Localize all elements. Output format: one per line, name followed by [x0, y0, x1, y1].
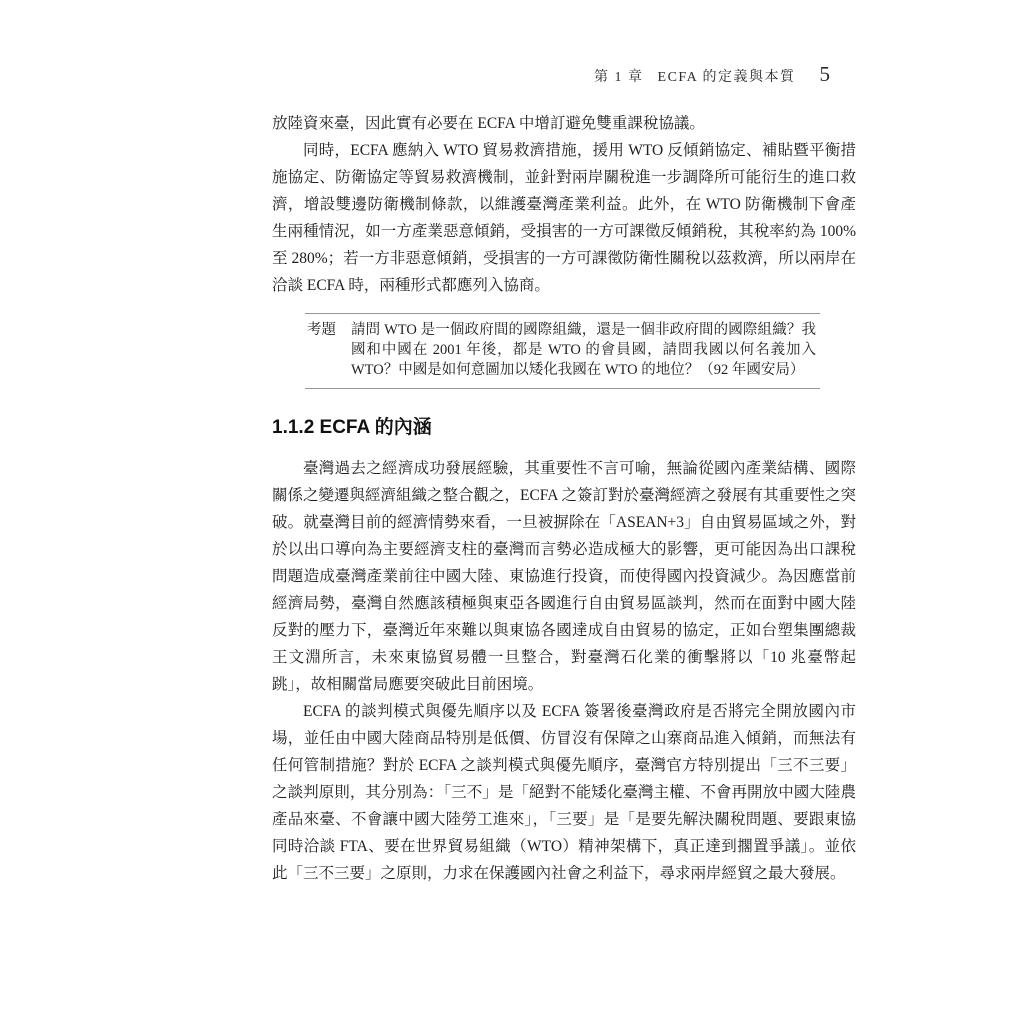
body-paragraph-taiwan-economy: 臺灣過去之經濟成功發展經驗，其重要性不言可喻，無論從國內產業結構、國際關係之變遷與經濟組織之整合觀之，ECFA 之簽訂對於臺灣經濟之發展有其重要性之突破。就臺灣目前的經濟情勢來看，一旦被摒除在「ASEAN+3」自由貿易區域之外，對於以出口導向為主要經濟支柱的臺灣而言勢必造成極大的影響，更可能因為出口課稅問題造成臺灣產業前往中國大陸、東協進行投資，而使得國內投資減少。為因應當前經濟局勢，臺灣自然應該積極與東亞各國進行自由貿易區談判，然而在面對中國大陸反對的壓力下，臺灣近年來難以與東協各國達成自由貿易的協定，正如台塑集團總裁王文淵所言，未來東協貿易體一旦整合，對臺灣石化業的衝擊將以「10 兆臺幣起跳」，故相關當局應要突破此目前困境。 — [272, 460, 856, 693]
chapter-title: ECFA 的定義與本質 — [657, 70, 796, 85]
body-paragraph-wto-remedies: 同時，ECFA 應納入 WTO 貿易救濟措施，援用 WTO 反傾銷協定、補貼暨平衡措施協定、防衛協定等貿易救濟機制，並針對兩岸關稅進一步調降所可能衍生的進口救濟，增設雙邊防衛機制條款，以維護臺灣產業利益。此外，在 WTO 防衛機制下會產生兩種情況，如一方產業惡意傾銷，受損害的一方可課徵反傾銷稅，其稅率約為 100% 至 280%；若一方非惡意傾銷，受損害的一方可課徵防衛性關稅以茲救濟，所以兩岸在洽談 ECFA 時，兩種形式都應列入協商。 — [272, 142, 856, 294]
body-text — [272, 110, 856, 887]
body-paragraph-negotiation-principles: ECFA 的談判模式與優先順序以及 ECFA 簽署後臺灣政府是否將完全開放國內市場，並任由中國大陸商品特別是低價、仿冒沒有保障之山寨商品進入傾銷，而無法有任何管制措施？對於 ECFA 之談判模式與優先順序，臺灣官方特別提出「三不三要」之談判原則，其分別為：「三不」是「絕對不能矮化臺灣主權、不會再開放中國大陸農產品來臺、不會讓中國大陸勞工進來」，「三要」是「是要先解決關稅問題、要跟東協同時洽談 FTA、要在世界貿易組織（WTO）精神架構下，真正達到擱置爭議」。並依此「三不三要」之原則，力求在保護國內社會之利益下，尋求兩岸經貿之最大發展。 — [272, 703, 856, 882]
exam-box-question: 請問 WTO 是一個政府間的國際組織，還是一個非政府間的國際組織？我國和中國在 2001 年後，都是 WTO 的會員國，請問我國以何名義加入 WTO？中國是如何意圖加以矮化我國在 WTO 的地位？（92 年國安局） — [351, 322, 816, 378]
page-number: 5 — [819, 62, 830, 86]
chapter-label: 第 1 章 — [594, 70, 644, 85]
book-page — [272, 62, 856, 887]
exam-question-box — [305, 313, 820, 389]
exam-box-label: 考題 — [307, 322, 336, 338]
running-header — [272, 62, 856, 88]
body-paragraph-continuation: 放陸資來臺，因此實有必要在 ECFA 中增訂避免雙重課稅協議。 — [272, 115, 705, 132]
section-heading-1-1-2: 1.1.2 ECFA 的內涵 — [272, 417, 432, 438]
